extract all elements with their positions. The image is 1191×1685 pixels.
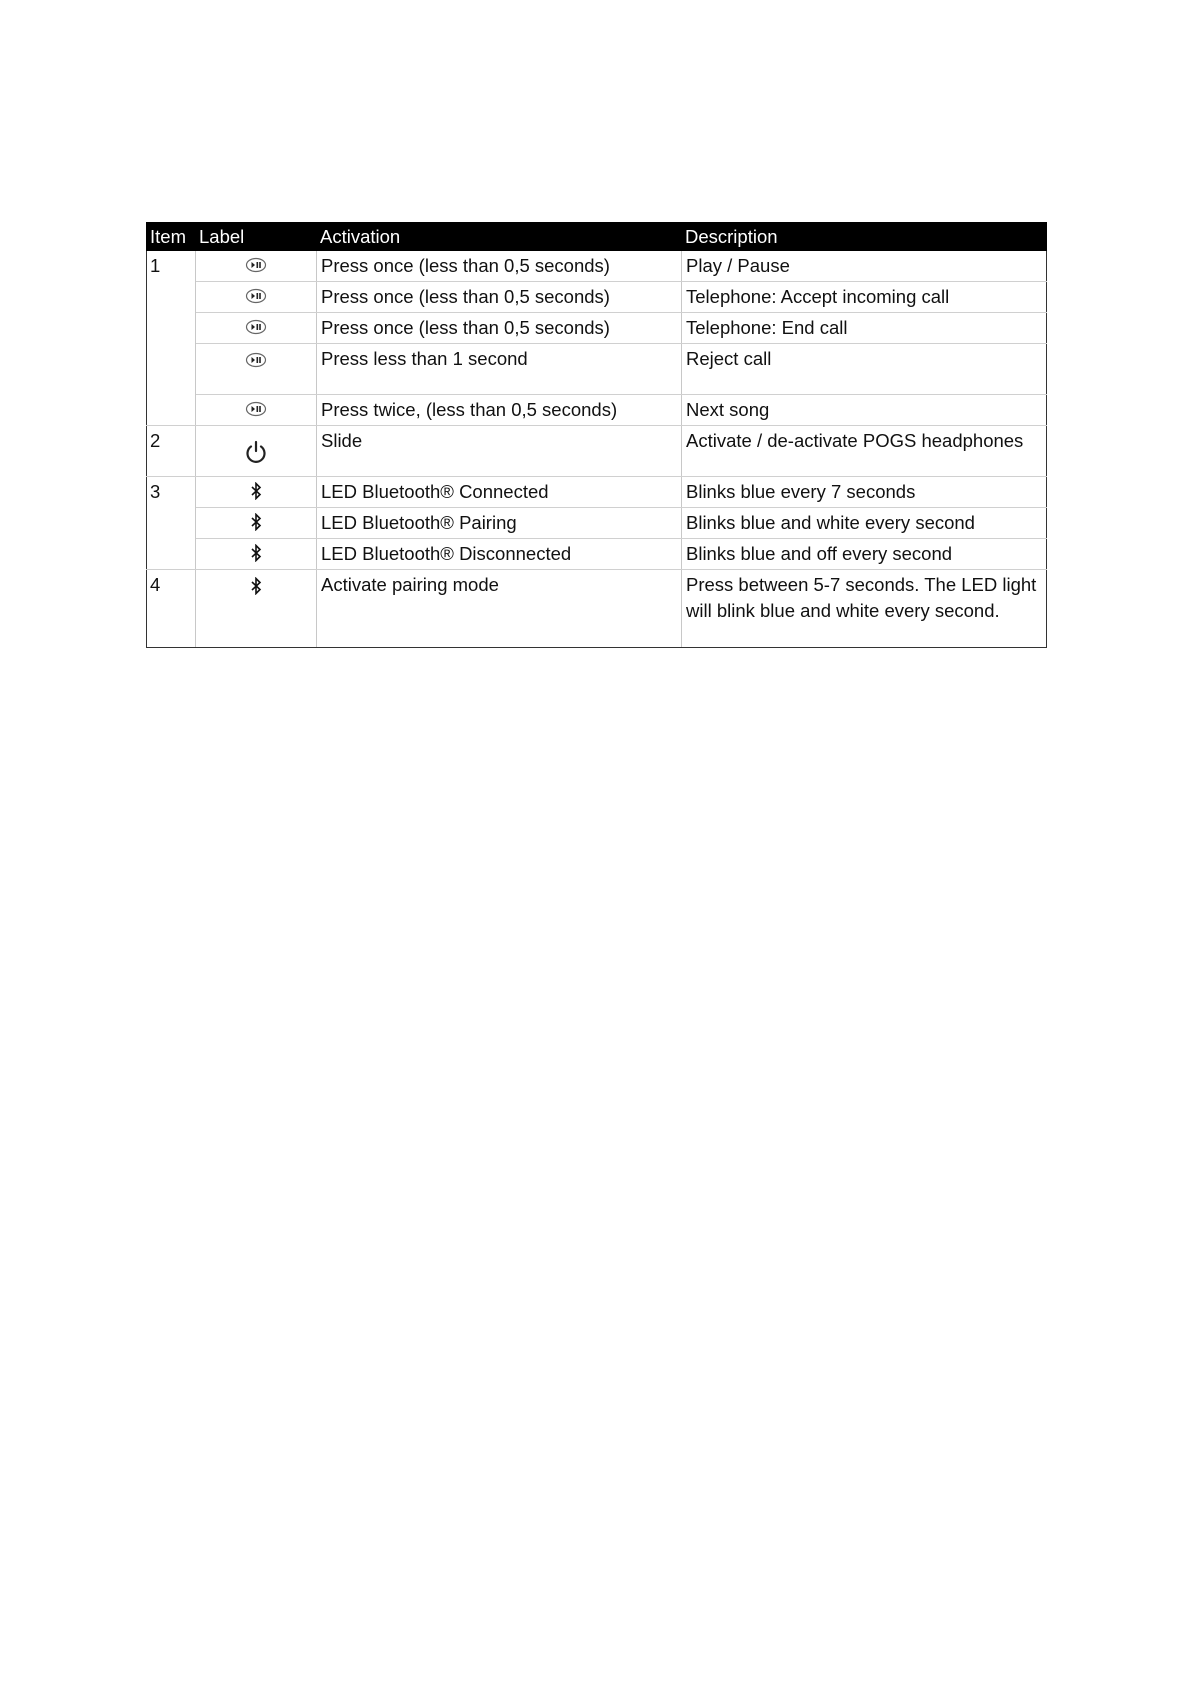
activation-text: Press less than 1 second bbox=[317, 344, 682, 395]
table-row bbox=[147, 251, 1047, 282]
activation-text: Press once (less than 0,5 seconds) bbox=[317, 251, 682, 282]
item-number: 2 bbox=[147, 426, 196, 477]
header-activation: Activation bbox=[317, 223, 682, 251]
activation-text: Activate pairing mode bbox=[317, 570, 682, 648]
play-pause-icon bbox=[245, 319, 267, 335]
item-number: 1 bbox=[147, 251, 196, 426]
controls-table bbox=[146, 222, 1047, 648]
bluetooth-icon bbox=[250, 482, 262, 500]
table-row bbox=[147, 570, 1047, 648]
table-row bbox=[147, 477, 1047, 508]
table-row bbox=[147, 426, 1047, 477]
activation-text: Slide bbox=[317, 426, 682, 477]
power-icon bbox=[244, 439, 268, 465]
description-text: Telephone: Accept incoming call bbox=[682, 282, 1047, 313]
item-number: 3 bbox=[147, 477, 196, 570]
header-item: Item bbox=[147, 223, 196, 251]
table-row bbox=[147, 344, 1047, 395]
bluetooth-icon bbox=[250, 577, 262, 595]
description-text: Blinks blue and white every second bbox=[682, 508, 1047, 539]
header-description: Description bbox=[682, 223, 1047, 251]
description-text: Next song bbox=[682, 395, 1047, 426]
play-pause-icon bbox=[245, 288, 267, 304]
description-text: Blinks blue and off every second bbox=[682, 539, 1047, 570]
table-row bbox=[147, 282, 1047, 313]
header-label: Label bbox=[196, 223, 317, 251]
table-row bbox=[147, 539, 1047, 570]
activation-text: LED Bluetooth® Pairing bbox=[317, 508, 682, 539]
bluetooth-icon bbox=[250, 513, 262, 531]
description-text: Reject call bbox=[682, 344, 1047, 395]
activation-text: Press twice, (less than 0,5 seconds) bbox=[317, 395, 682, 426]
activation-text: LED Bluetooth® Connected bbox=[317, 477, 682, 508]
activation-text: LED Bluetooth® Disconnected bbox=[317, 539, 682, 570]
description-text: Activate / de-activate POGS headphones bbox=[682, 426, 1047, 477]
table-row bbox=[147, 395, 1047, 426]
play-pause-icon bbox=[245, 257, 267, 273]
play-pause-icon bbox=[245, 401, 267, 417]
activation-text: Press once (less than 0,5 seconds) bbox=[317, 313, 682, 344]
play-pause-icon bbox=[245, 352, 267, 368]
description-text: Press between 5-7 seconds. The LED light will blink blue and white every second. bbox=[682, 570, 1047, 648]
description-text: Blinks blue every 7 seconds bbox=[682, 477, 1047, 508]
bluetooth-icon bbox=[250, 544, 262, 562]
description-text: Telephone: End call bbox=[682, 313, 1047, 344]
table-row bbox=[147, 508, 1047, 539]
activation-text: Press once (less than 0,5 seconds) bbox=[317, 282, 682, 313]
description-text: Play / Pause bbox=[682, 251, 1047, 282]
item-number: 4 bbox=[147, 570, 196, 648]
table-row bbox=[147, 313, 1047, 344]
table-header-row bbox=[147, 223, 1047, 251]
